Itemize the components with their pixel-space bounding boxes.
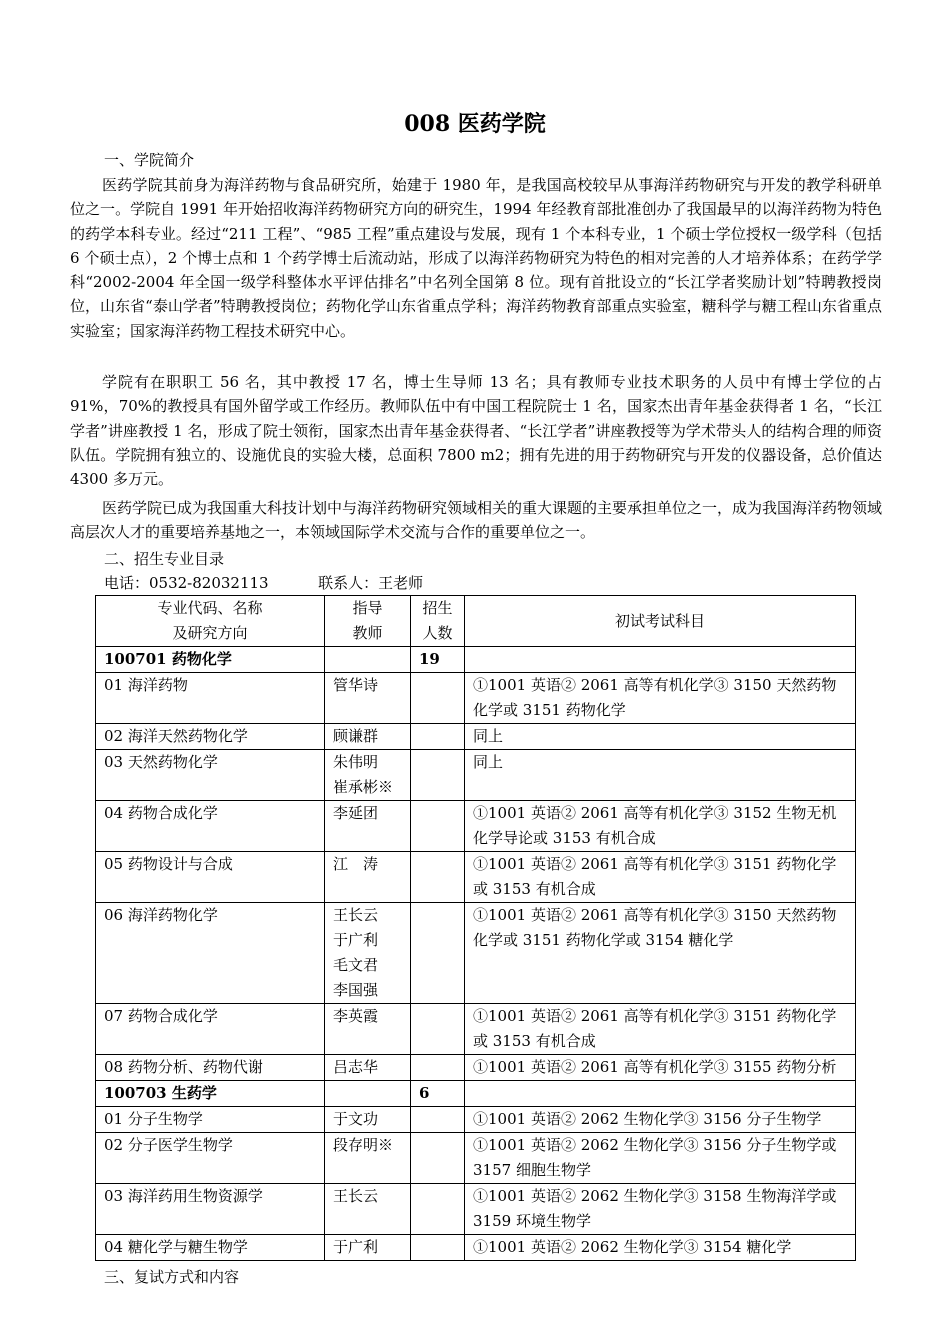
cell-teachers <box>325 1081 411 1107</box>
teacher-name: 段存明※ <box>333 1136 394 1154</box>
cell-subjects: ①1001 英语② 2061 高等有机化学③ 3151 药物化学或 3153 有机合成 <box>465 852 856 903</box>
cell-major: 100703 生药学 <box>96 1081 325 1107</box>
cell-count <box>411 1235 465 1261</box>
phone-number: 电话：0532-82032113 <box>104 574 269 592</box>
cell-count <box>411 1184 465 1235</box>
cell-major: 04 糖化学与糖生物学 <box>96 1235 325 1261</box>
cell-subjects: ①1001 英语② 2062 生物化学③ 3156 分子生物学 <box>465 1107 856 1133</box>
teacher-name: 毛文君 <box>333 956 379 974</box>
table-body <box>96 647 856 1261</box>
section1-heading: 一、学院简介 <box>104 151 195 169</box>
header-count: 招生 人数 <box>411 596 465 647</box>
cell-count: 6 <box>411 1081 465 1107</box>
cell-count <box>411 1107 465 1133</box>
cell-teachers <box>325 1055 411 1081</box>
cell-teachers <box>325 647 411 673</box>
cell-count <box>411 1004 465 1055</box>
table-row <box>96 1184 856 1235</box>
table-row <box>96 1004 856 1055</box>
page-title: 008 医药学院 <box>404 111 546 137</box>
intro-paragraph-1: 医药学院其前身为海洋药物与食品研究所，始建于 1980 年，是我国高校较早从事海洋药物研究与开发的教学科研单位之一。学院自 1991 年开始招收海洋药物研究方向的研究生，1994 年经教育部批准创办了我国最早的以海洋药物为特色的药学本科专业。经过“211 工程”、“985 工程”重点建设与发展，现有 1 个本科专业，1 个硕士学位授权一级学科（包括 6 个硕士点），2 个博士点和 1 个药学博士后流动站，形成了以海洋药物研究为特色的相对完善的人才培养体系；在药学学科“2002-2004 年全国一级学科整体水平评估排名”中名列全国第 8 位。现有首批设立的“长江学者奖励计划”特聘教授岗位，山东省“泰山学者”特聘教授岗位；药物化学山东省重点学科；海洋药物教育部重点实验室，糖科学与糖工程山东省重点实验室；国家海洋药物工程技术研究中心。 <box>70 176 882 340</box>
cell-subjects: ①1001 英语② 2062 生物化学③ 3158 生物海洋学或 3159 环境生物学 <box>465 1184 856 1235</box>
teacher-name: 王长云 <box>333 906 379 924</box>
cell-major: 03 海洋药用生物资源学 <box>96 1184 325 1235</box>
cell-major: 04 药物合成化学 <box>96 801 325 852</box>
teacher-name: 李国强 <box>333 981 379 999</box>
cell-subjects <box>465 647 856 673</box>
table-row <box>96 724 856 750</box>
cell-count <box>411 1133 465 1184</box>
table-row <box>96 801 856 852</box>
teacher-name: 王长云 <box>333 1187 379 1205</box>
program-table <box>95 595 856 1261</box>
teacher-name: 于广利 <box>333 1238 379 1256</box>
header-subjects: 初试考试科目 <box>465 596 856 647</box>
cell-subjects: ①1001 英语② 2061 高等有机化学③ 3150 天然药物化学或 3151 药物化学或 3154 糖化学 <box>465 903 856 1004</box>
contact-line <box>104 571 423 595</box>
cell-major: 08 药物分析、药物代谢 <box>96 1055 325 1081</box>
teacher-name: 崔承彬※ <box>333 778 394 796</box>
cell-count <box>411 750 465 801</box>
header-major: 专业代码、名称 及研究方向 <box>96 596 325 647</box>
header-teacher: 指导 教师 <box>325 596 411 647</box>
cell-teachers <box>325 801 411 852</box>
table-row <box>96 903 856 1004</box>
intro-paragraph-3: 医药学院已成为我国重大科技计划中与海洋药物研究领域相关的重大课题的主要承担单位之一，成为我国海洋药物领域高层次人才的重要培养基地之一，本领域国际学术交流与合作的重要单位之一。 <box>70 499 883 542</box>
table-row <box>96 1107 856 1133</box>
cell-count <box>411 801 465 852</box>
cell-teachers <box>325 1004 411 1055</box>
table-row <box>96 852 856 903</box>
cell-count <box>411 673 465 724</box>
cell-count: 19 <box>411 647 465 673</box>
cell-subjects: ①1001 英语② 2061 高等有机化学③ 3150 天然药物化学或 3151 药物化学 <box>465 673 856 724</box>
teacher-name: 吕志华 <box>333 1058 379 1076</box>
cell-teachers <box>325 1107 411 1133</box>
cell-major: 07 药物合成化学 <box>96 1004 325 1055</box>
teacher-name: 李延团 <box>333 804 379 822</box>
teacher-name: 顾谦群 <box>333 727 379 745</box>
cell-major: 06 海洋药物化学 <box>96 903 325 1004</box>
cell-subjects: ①1001 英语② 2061 高等有机化学③ 3152 生物无机化学导论或 3153 有机合成 <box>465 801 856 852</box>
cell-subjects: ①1001 英语② 2062 生物化学③ 3154 糖化学 <box>465 1235 856 1261</box>
cell-major: 100701 药物化学 <box>96 647 325 673</box>
table-row <box>96 1055 856 1081</box>
cell-teachers <box>325 903 411 1004</box>
cell-teachers <box>325 1184 411 1235</box>
cell-teachers <box>325 1235 411 1261</box>
cell-teachers <box>325 750 411 801</box>
table-row <box>96 673 856 724</box>
table-header-row <box>96 596 856 647</box>
cell-subjects: 同上 <box>465 750 856 801</box>
cell-major: 02 分子医学生物学 <box>96 1133 325 1184</box>
cell-teachers <box>325 852 411 903</box>
teacher-name: 管华诗 <box>333 676 379 694</box>
contact-person: 联系人：王老师 <box>318 574 424 592</box>
teacher-name: 江 涛 <box>333 855 379 873</box>
table-row <box>96 647 856 673</box>
cell-count <box>411 1055 465 1081</box>
cell-subjects: ①1001 英语② 2062 生物化学③ 3156 分子生物学或 3157 细胞生物学 <box>465 1133 856 1184</box>
cell-major: 03 天然药物化学 <box>96 750 325 801</box>
teacher-name: 朱伟明 <box>333 753 379 771</box>
table-row <box>96 750 856 801</box>
table-row <box>96 1235 856 1261</box>
table-row <box>96 1081 856 1107</box>
teacher-name: 于文功 <box>333 1110 379 1128</box>
section2-heading: 二、招生专业目录 <box>104 550 225 568</box>
cell-major: 01 海洋药物 <box>96 673 325 724</box>
section3-heading: 三、复试方式和内容 <box>104 1268 240 1286</box>
cell-count <box>411 852 465 903</box>
table-row <box>96 1133 856 1184</box>
teacher-name: 于广利 <box>333 931 379 949</box>
intro-paragraph-2: 学院有在职职工 56 名，其中教授 17 名，博士生导师 13 名；具有教师专业技术职务的人员中有博士学位的占 91%，70%的教授具有国外留学或工作经历。教师队伍中有中国工程院院士 1 名，国家杰出青年基金获得者 1 名，“长江学者”讲座教授 1 名，形成了院士领衔，国家杰出青年基金获得者、“长江学者”讲座教授等为学术带头人的结构合理的师资队伍。学院拥有独立的、设施优良的实验大楼，总面积 7800 m2；拥有先进的用于药物研究与开发的仪器设备，总价值达 4300 多万元。 <box>70 373 882 489</box>
cell-count <box>411 724 465 750</box>
cell-major: 02 海洋天然药物化学 <box>96 724 325 750</box>
teacher-name: 李英霞 <box>333 1007 379 1025</box>
cell-subjects <box>465 1081 856 1107</box>
cell-major: 05 药物设计与合成 <box>96 852 325 903</box>
cell-teachers <box>325 673 411 724</box>
cell-subjects: 同上 <box>465 724 856 750</box>
cell-teachers <box>325 1133 411 1184</box>
cell-subjects: ①1001 英语② 2061 高等有机化学③ 3155 药物分析 <box>465 1055 856 1081</box>
cell-major: 01 分子生物学 <box>96 1107 325 1133</box>
cell-subjects: ①1001 英语② 2061 高等有机化学③ 3151 药物化学或 3153 有机合成 <box>465 1004 856 1055</box>
cell-teachers <box>325 724 411 750</box>
cell-count <box>411 903 465 1004</box>
